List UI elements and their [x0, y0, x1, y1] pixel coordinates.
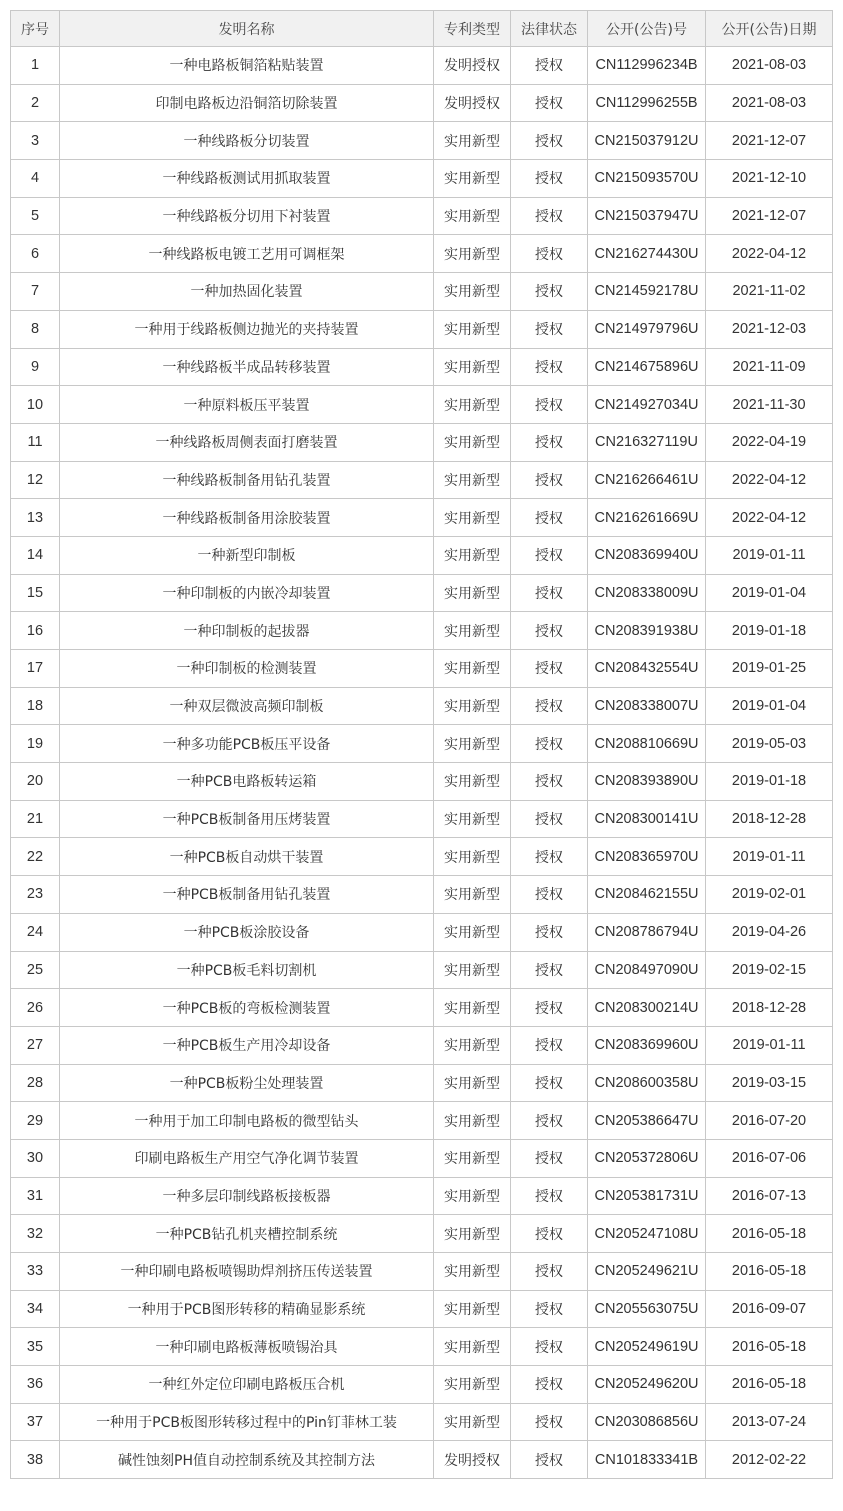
cell-publication-number: CN112996234B — [588, 47, 706, 85]
cell-invention-name: 一种用于PCB图形转移的精确显影系统 — [60, 1290, 434, 1328]
cell-publication-number: CN208369940U — [588, 536, 706, 574]
cell-publication-number: CN101833341B — [588, 1441, 706, 1479]
table-row — [11, 800, 833, 838]
cell-invention-name: 一种电路板铜箔粘贴装置 — [60, 47, 434, 85]
cell-serial-number: 36 — [11, 1366, 60, 1404]
cell-publication-date: 2016-05-18 — [706, 1215, 833, 1253]
table-row — [11, 1253, 833, 1291]
cell-invention-name: 一种线路板电镀工艺用可调框架 — [60, 235, 434, 273]
cell-patent-type: 实用新型 — [434, 1139, 511, 1177]
cell-serial-number: 33 — [11, 1253, 60, 1291]
cell-publication-number: CN208432554U — [588, 650, 706, 688]
cell-patent-type: 实用新型 — [434, 1064, 511, 1102]
cell-serial-number: 29 — [11, 1102, 60, 1140]
cell-publication-date: 2021-11-09 — [706, 348, 833, 386]
cell-serial-number: 37 — [11, 1403, 60, 1441]
cell-patent-type: 实用新型 — [434, 763, 511, 801]
cell-invention-name: 一种红外定位印刷电路板压合机 — [60, 1366, 434, 1404]
cell-publication-number: CN214979796U — [588, 310, 706, 348]
cell-serial-number: 16 — [11, 612, 60, 650]
cell-serial-number: 18 — [11, 687, 60, 725]
cell-serial-number: 17 — [11, 650, 60, 688]
cell-publication-number: CN214592178U — [588, 273, 706, 311]
cell-patent-type: 实用新型 — [434, 499, 511, 537]
cell-legal-status: 授权 — [511, 1366, 588, 1404]
cell-invention-name: 一种线路板分切用下衬装置 — [60, 197, 434, 235]
cell-legal-status: 授权 — [511, 1102, 588, 1140]
cell-publication-date: 2019-02-15 — [706, 951, 833, 989]
table-row — [11, 876, 833, 914]
cell-serial-number: 20 — [11, 763, 60, 801]
cell-publication-number: CN208600358U — [588, 1064, 706, 1102]
cell-invention-name: 一种多功能PCB板压平设备 — [60, 725, 434, 763]
cell-serial-number: 34 — [11, 1290, 60, 1328]
cell-patent-type: 实用新型 — [434, 122, 511, 160]
cell-publication-date: 2016-07-20 — [706, 1102, 833, 1140]
table-row — [11, 913, 833, 951]
cell-patent-type: 实用新型 — [434, 1026, 511, 1064]
cell-publication-number: CN208391938U — [588, 612, 706, 650]
cell-legal-status: 授权 — [511, 913, 588, 951]
table-row — [11, 47, 833, 85]
cell-serial-number: 8 — [11, 310, 60, 348]
cell-serial-number: 2 — [11, 84, 60, 122]
cell-publication-number: CN208300214U — [588, 989, 706, 1027]
cell-publication-number: CN205249619U — [588, 1328, 706, 1366]
cell-publication-number: CN216327119U — [588, 423, 706, 461]
table-row — [11, 951, 833, 989]
cell-publication-number: CN205563075U — [588, 1290, 706, 1328]
cell-legal-status: 授权 — [511, 800, 588, 838]
cell-patent-type: 实用新型 — [434, 536, 511, 574]
table-row — [11, 1328, 833, 1366]
cell-legal-status: 授权 — [511, 687, 588, 725]
cell-legal-status: 授权 — [511, 47, 588, 85]
cell-invention-name: 印制电路板边沿铜箔切除装置 — [60, 84, 434, 122]
cell-patent-type: 实用新型 — [434, 687, 511, 725]
cell-patent-type: 实用新型 — [434, 1253, 511, 1291]
cell-invention-name: 一种双层微波高频印制板 — [60, 687, 434, 725]
cell-publication-number: CN112996255B — [588, 84, 706, 122]
cell-legal-status: 授权 — [511, 461, 588, 499]
cell-invention-name: 一种线路板制备用涂胶装置 — [60, 499, 434, 537]
table-row — [11, 348, 833, 386]
cell-invention-name: 一种PCB板制备用压烤装置 — [60, 800, 434, 838]
cell-publication-date: 2021-11-30 — [706, 386, 833, 424]
cell-invention-name: 一种PCB板自动烘干装置 — [60, 838, 434, 876]
cell-publication-number: CN205372806U — [588, 1139, 706, 1177]
cell-publication-number: CN214927034U — [588, 386, 706, 424]
cell-serial-number: 14 — [11, 536, 60, 574]
cell-publication-number: CN208786794U — [588, 913, 706, 951]
table-row — [11, 1215, 833, 1253]
cell-publication-date: 2021-11-02 — [706, 273, 833, 311]
table-row — [11, 1026, 833, 1064]
cell-publication-date: 2019-01-25 — [706, 650, 833, 688]
cell-invention-name: 一种PCB板的弯板检测装置 — [60, 989, 434, 1027]
cell-serial-number: 32 — [11, 1215, 60, 1253]
cell-serial-number: 25 — [11, 951, 60, 989]
table-row — [11, 1102, 833, 1140]
cell-invention-name: 一种印刷电路板喷锡助焊剂挤压传送装置 — [60, 1253, 434, 1291]
table-row — [11, 1403, 833, 1441]
cell-patent-type: 发明授权 — [434, 47, 511, 85]
table-row — [11, 1366, 833, 1404]
cell-legal-status: 授权 — [511, 235, 588, 273]
cell-legal-status: 授权 — [511, 1328, 588, 1366]
cell-serial-number: 31 — [11, 1177, 60, 1215]
table-row — [11, 423, 833, 461]
cell-serial-number: 15 — [11, 574, 60, 612]
cell-invention-name: 碱性蚀刻PH值自动控制系统及其控制方法 — [60, 1441, 434, 1479]
cell-publication-number: CN208462155U — [588, 876, 706, 914]
cell-patent-type: 实用新型 — [434, 348, 511, 386]
cell-invention-name: 一种PCB板生产用冷却设备 — [60, 1026, 434, 1064]
cell-serial-number: 24 — [11, 913, 60, 951]
cell-legal-status: 授权 — [511, 536, 588, 574]
cell-patent-type: 发明授权 — [434, 84, 511, 122]
cell-publication-date: 2021-08-03 — [706, 47, 833, 85]
cell-serial-number: 11 — [11, 423, 60, 461]
cell-patent-type: 实用新型 — [434, 1177, 511, 1215]
cell-patent-type: 实用新型 — [434, 838, 511, 876]
cell-publication-number: CN203086856U — [588, 1403, 706, 1441]
cell-publication-date: 2016-07-06 — [706, 1139, 833, 1177]
header-publication-date: 公开(公告)日期 — [706, 11, 833, 47]
cell-publication-date: 2021-12-10 — [706, 160, 833, 198]
cell-publication-date: 2019-04-26 — [706, 913, 833, 951]
cell-serial-number: 26 — [11, 989, 60, 1027]
table-row — [11, 122, 833, 160]
cell-invention-name: 一种线路板分切装置 — [60, 122, 434, 160]
cell-publication-date: 2019-01-04 — [706, 574, 833, 612]
cell-publication-number: CN216261669U — [588, 499, 706, 537]
cell-legal-status: 授权 — [511, 273, 588, 311]
cell-publication-date: 2016-09-07 — [706, 1290, 833, 1328]
cell-legal-status: 授权 — [511, 310, 588, 348]
cell-publication-date: 2019-05-03 — [706, 725, 833, 763]
cell-publication-number: CN208338007U — [588, 687, 706, 725]
cell-patent-type: 实用新型 — [434, 725, 511, 763]
cell-patent-type: 发明授权 — [434, 1441, 511, 1479]
cell-invention-name: 一种线路板半成品转移装置 — [60, 348, 434, 386]
cell-legal-status: 授权 — [511, 725, 588, 763]
header-legal-status: 法律状态 — [511, 11, 588, 47]
cell-publication-number: CN208338009U — [588, 574, 706, 612]
patent-table-container — [10, 10, 833, 1479]
cell-legal-status: 授权 — [511, 122, 588, 160]
cell-patent-type: 实用新型 — [434, 612, 511, 650]
cell-serial-number: 13 — [11, 499, 60, 537]
table-header — [11, 11, 833, 47]
table-row — [11, 574, 833, 612]
cell-legal-status: 授权 — [511, 160, 588, 198]
header-serial-number: 序号 — [11, 11, 60, 47]
cell-publication-number: CN216266461U — [588, 461, 706, 499]
cell-invention-name: 一种印制板的内嵌冷却装置 — [60, 574, 434, 612]
cell-patent-type: 实用新型 — [434, 386, 511, 424]
cell-serial-number: 6 — [11, 235, 60, 273]
cell-patent-type: 实用新型 — [434, 989, 511, 1027]
cell-patent-type: 实用新型 — [434, 913, 511, 951]
cell-publication-number: CN215037947U — [588, 197, 706, 235]
cell-patent-type: 实用新型 — [434, 951, 511, 989]
cell-publication-date: 2021-12-07 — [706, 122, 833, 160]
table-row — [11, 160, 833, 198]
cell-invention-name: 一种加热固化装置 — [60, 273, 434, 311]
cell-patent-type: 实用新型 — [434, 650, 511, 688]
cell-publication-number: CN208810669U — [588, 725, 706, 763]
cell-publication-number: CN214675896U — [588, 348, 706, 386]
cell-patent-type: 实用新型 — [434, 423, 511, 461]
cell-invention-name: 一种PCB板制备用钻孔装置 — [60, 876, 434, 914]
cell-publication-date: 2021-12-07 — [706, 197, 833, 235]
table-row — [11, 1441, 833, 1479]
cell-publication-number: CN208393890U — [588, 763, 706, 801]
cell-legal-status: 授权 — [511, 197, 588, 235]
cell-patent-type: 实用新型 — [434, 1328, 511, 1366]
cell-patent-type: 实用新型 — [434, 310, 511, 348]
cell-publication-date: 2022-04-12 — [706, 235, 833, 273]
header-invention-name: 发明名称 — [60, 11, 434, 47]
cell-patent-type: 实用新型 — [434, 876, 511, 914]
cell-legal-status: 授权 — [511, 1215, 588, 1253]
cell-serial-number: 35 — [11, 1328, 60, 1366]
cell-publication-number: CN205381731U — [588, 1177, 706, 1215]
cell-invention-name: 一种印制板的起拔器 — [60, 612, 434, 650]
cell-publication-date: 2019-01-11 — [706, 838, 833, 876]
cell-patent-type: 实用新型 — [434, 1366, 511, 1404]
cell-patent-type: 实用新型 — [434, 800, 511, 838]
table-row — [11, 84, 833, 122]
header-patent-type: 专利类型 — [434, 11, 511, 47]
cell-publication-number: CN215037912U — [588, 122, 706, 160]
cell-patent-type: 实用新型 — [434, 1403, 511, 1441]
cell-publication-date: 2019-01-11 — [706, 536, 833, 574]
cell-invention-name: 一种线路板周侧表面打磨装置 — [60, 423, 434, 461]
cell-invention-name: 一种多层印制线路板接板器 — [60, 1177, 434, 1215]
cell-invention-name: 一种PCB钻孔机夹槽控制系统 — [60, 1215, 434, 1253]
cell-patent-type: 实用新型 — [434, 1102, 511, 1140]
cell-invention-name: 一种PCB板涂胶设备 — [60, 913, 434, 951]
cell-publication-date: 2016-05-18 — [706, 1366, 833, 1404]
cell-patent-type: 实用新型 — [434, 235, 511, 273]
table-row — [11, 612, 833, 650]
cell-invention-name: 一种原料板压平装置 — [60, 386, 434, 424]
cell-invention-name: 印刷电路板生产用空气净化调节装置 — [60, 1139, 434, 1177]
cell-legal-status: 授权 — [511, 951, 588, 989]
cell-publication-date: 2018-12-28 — [706, 800, 833, 838]
cell-invention-name: 一种用于PCB板图形转移过程中的Pin钉菲林工装 — [60, 1403, 434, 1441]
cell-publication-number: CN205249621U — [588, 1253, 706, 1291]
header-publication-number: 公开(公告)号 — [588, 11, 706, 47]
table-row — [11, 197, 833, 235]
table-row — [11, 1139, 833, 1177]
cell-publication-date: 2012-02-22 — [706, 1441, 833, 1479]
cell-invention-name: 一种用于线路板侧边抛光的夹持装置 — [60, 310, 434, 348]
cell-patent-type: 实用新型 — [434, 1290, 511, 1328]
cell-publication-date: 2019-01-04 — [706, 687, 833, 725]
cell-legal-status: 授权 — [511, 1403, 588, 1441]
header-row — [11, 11, 833, 47]
patent-table — [10, 10, 833, 1479]
cell-legal-status: 授权 — [511, 1139, 588, 1177]
cell-invention-name: 一种用于加工印制电路板的微型钻头 — [60, 1102, 434, 1140]
cell-serial-number: 1 — [11, 47, 60, 85]
cell-publication-date: 2016-07-13 — [706, 1177, 833, 1215]
cell-publication-date: 2019-01-18 — [706, 612, 833, 650]
table-row — [11, 838, 833, 876]
cell-serial-number: 27 — [11, 1026, 60, 1064]
table-row — [11, 1290, 833, 1328]
cell-serial-number: 21 — [11, 800, 60, 838]
cell-publication-date: 2019-01-18 — [706, 763, 833, 801]
cell-invention-name: 一种线路板测试用抓取装置 — [60, 160, 434, 198]
cell-serial-number: 9 — [11, 348, 60, 386]
table-row — [11, 989, 833, 1027]
cell-publication-number: CN215093570U — [588, 160, 706, 198]
cell-publication-date: 2021-08-03 — [706, 84, 833, 122]
cell-invention-name: 一种线路板制备用钻孔装置 — [60, 461, 434, 499]
cell-invention-name: 一种PCB电路板转运箱 — [60, 763, 434, 801]
table-row — [11, 536, 833, 574]
cell-publication-date: 2022-04-19 — [706, 423, 833, 461]
cell-serial-number: 28 — [11, 1064, 60, 1102]
cell-publication-number: CN208497090U — [588, 951, 706, 989]
cell-legal-status: 授权 — [511, 1441, 588, 1479]
cell-legal-status: 授权 — [511, 499, 588, 537]
cell-publication-number: CN205249620U — [588, 1366, 706, 1404]
cell-publication-date: 2022-04-12 — [706, 461, 833, 499]
cell-legal-status: 授权 — [511, 1064, 588, 1102]
cell-publication-date: 2021-12-03 — [706, 310, 833, 348]
cell-serial-number: 12 — [11, 461, 60, 499]
cell-publication-number: CN208300141U — [588, 800, 706, 838]
table-row — [11, 763, 833, 801]
table-body — [11, 47, 833, 1479]
cell-patent-type: 实用新型 — [434, 160, 511, 198]
cell-legal-status: 授权 — [511, 1290, 588, 1328]
cell-patent-type: 实用新型 — [434, 574, 511, 612]
table-row — [11, 725, 833, 763]
table-row — [11, 1177, 833, 1215]
table-row — [11, 1064, 833, 1102]
cell-legal-status: 授权 — [511, 84, 588, 122]
cell-serial-number: 7 — [11, 273, 60, 311]
cell-invention-name: 一种新型印制板 — [60, 536, 434, 574]
cell-serial-number: 30 — [11, 1139, 60, 1177]
cell-legal-status: 授权 — [511, 423, 588, 461]
cell-publication-number: CN208369960U — [588, 1026, 706, 1064]
cell-legal-status: 授权 — [511, 386, 588, 424]
cell-publication-date: 2022-04-12 — [706, 499, 833, 537]
cell-publication-date: 2019-03-15 — [706, 1064, 833, 1102]
cell-serial-number: 5 — [11, 197, 60, 235]
cell-legal-status: 授权 — [511, 838, 588, 876]
cell-publication-number: CN205247108U — [588, 1215, 706, 1253]
cell-invention-name: 一种印刷电路板薄板喷锡治具 — [60, 1328, 434, 1366]
cell-legal-status: 授权 — [511, 989, 588, 1027]
cell-serial-number: 10 — [11, 386, 60, 424]
cell-publication-date: 2019-01-11 — [706, 1026, 833, 1064]
table-row — [11, 461, 833, 499]
cell-serial-number: 38 — [11, 1441, 60, 1479]
table-row — [11, 310, 833, 348]
cell-serial-number: 23 — [11, 876, 60, 914]
table-row — [11, 386, 833, 424]
cell-publication-number: CN205386647U — [588, 1102, 706, 1140]
cell-invention-name: 一种PCB板毛料切割机 — [60, 951, 434, 989]
cell-serial-number: 3 — [11, 122, 60, 160]
table-row — [11, 499, 833, 537]
cell-publication-date: 2019-02-01 — [706, 876, 833, 914]
cell-publication-date: 2016-05-18 — [706, 1328, 833, 1366]
table-row — [11, 235, 833, 273]
cell-invention-name: 一种印制板的检测装置 — [60, 650, 434, 688]
cell-legal-status: 授权 — [511, 348, 588, 386]
cell-patent-type: 实用新型 — [434, 1215, 511, 1253]
cell-serial-number: 4 — [11, 160, 60, 198]
cell-patent-type: 实用新型 — [434, 197, 511, 235]
cell-publication-date: 2018-12-28 — [706, 989, 833, 1027]
cell-publication-date: 2016-05-18 — [706, 1253, 833, 1291]
cell-legal-status: 授权 — [511, 612, 588, 650]
cell-patent-type: 实用新型 — [434, 273, 511, 311]
cell-serial-number: 22 — [11, 838, 60, 876]
cell-legal-status: 授权 — [511, 574, 588, 612]
cell-publication-date: 2013-07-24 — [706, 1403, 833, 1441]
cell-invention-name: 一种PCB板粉尘处理装置 — [60, 1064, 434, 1102]
cell-patent-type: 实用新型 — [434, 461, 511, 499]
cell-legal-status: 授权 — [511, 763, 588, 801]
table-row — [11, 273, 833, 311]
cell-legal-status: 授权 — [511, 876, 588, 914]
table-row — [11, 650, 833, 688]
cell-legal-status: 授权 — [511, 1026, 588, 1064]
cell-legal-status: 授权 — [511, 1253, 588, 1291]
table-row — [11, 687, 833, 725]
cell-publication-number: CN208365970U — [588, 838, 706, 876]
cell-legal-status: 授权 — [511, 650, 588, 688]
cell-publication-number: CN216274430U — [588, 235, 706, 273]
cell-serial-number: 19 — [11, 725, 60, 763]
cell-legal-status: 授权 — [511, 1177, 588, 1215]
